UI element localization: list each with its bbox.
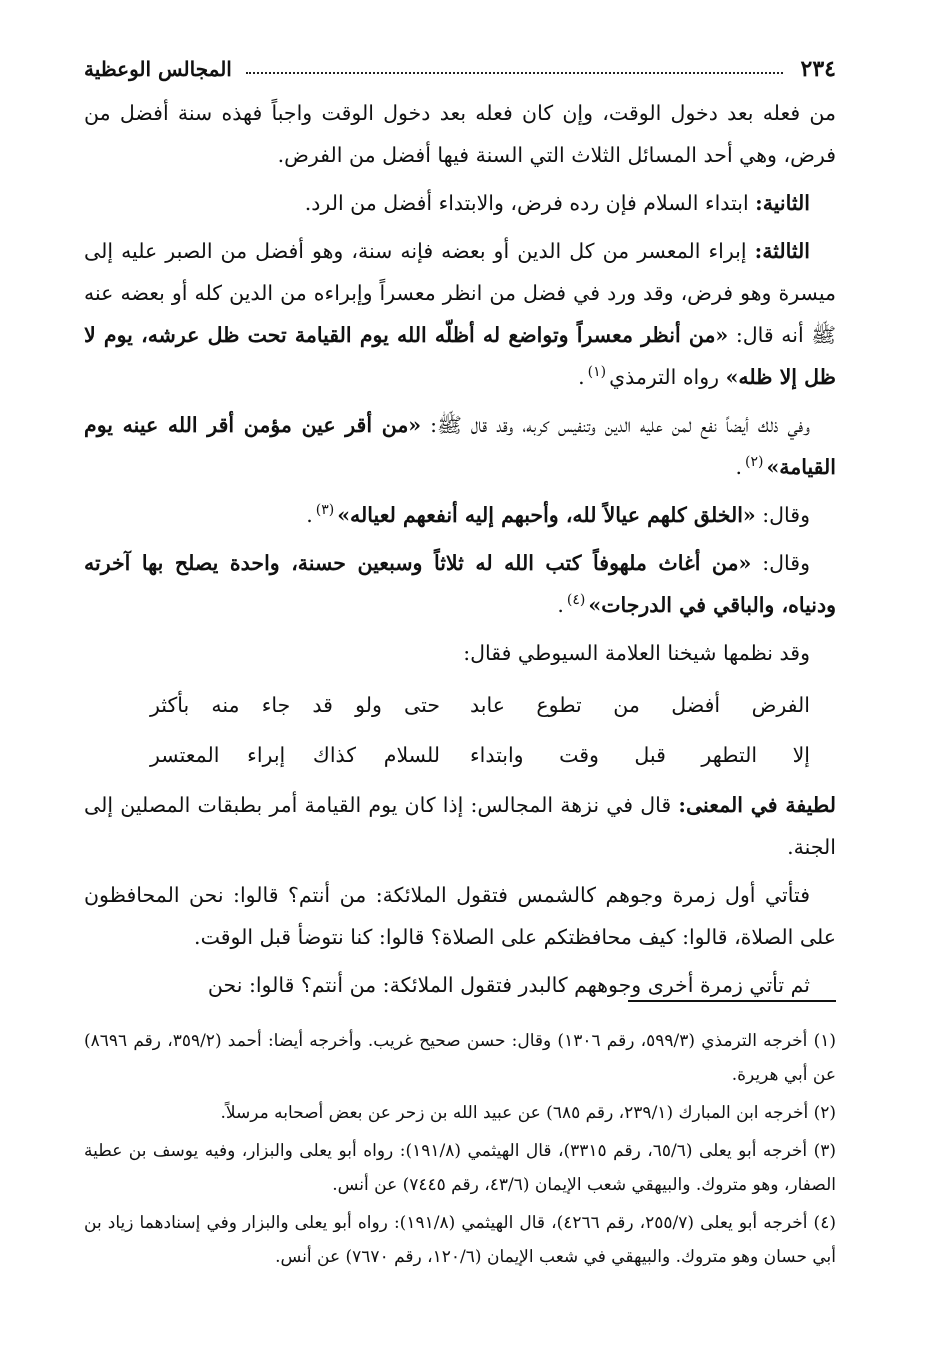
- poem-hemistich-second: حتى ولو قد جاء منه بأكثر: [150, 693, 440, 717]
- poem-line: [84, 730, 836, 780]
- poem-hemistich-first: إلا التطهر قبل وقت وابتداء: [470, 743, 810, 767]
- p5-text: وقال:: [755, 503, 810, 527]
- poem: [84, 680, 836, 780]
- third-text: إبراء المعسر من كل الدين أو بعضه فإنه سنة، وهو أفضل من الصبر عليه إلى ميسرة وهو فرض، وقد ورد في فضل من انظر معسراً وإبراءه من الدين كله أو بعضه عنه ﷺ أنه قال:: [84, 239, 836, 347]
- paragraph-1: من فعله بعد دخول الوقت، وإن كان فعله بعد دخول الوقت واجباً فهذه سنة أفضل من فرض، وهي أحد المسائل الثلاث التي السنة فيها أفضل من الفرض.: [84, 101, 836, 167]
- hadith-quote-4: «من أغاث ملهوفاً كتب الله له ثلاثاً وسبعين حسنة، واحدة يصلح بها آخرته ودنياه، والباقي في الدرجات»: [84, 551, 836, 617]
- footnotes: [84, 1024, 836, 1278]
- second-label: الثانية:: [755, 191, 810, 215]
- footnote-2: (٢) أخرجه ابن المبارك (٢٣٩/١، رقم ٦٨٥) عن عبيد الله بن زحر عن بعض أصحابه مرسلاً.: [220, 1103, 836, 1123]
- paragraph-7: وقد نظمها شيخنا العلامة السيوطي فقال:: [463, 641, 810, 665]
- main-text: [84, 92, 836, 1012]
- book-title: المجالس الوعظية: [84, 57, 232, 81]
- third-label: الثالثة:: [754, 239, 810, 263]
- header-dotted-leader: [246, 72, 783, 74]
- page-number: ٢٣٤: [800, 56, 836, 82]
- footnote-3: (٣) أخرجه أبو يعلى (٦٥/٦، رقم ٣٣١٥)، قال الهيثمي (١٩١/٨): رواه أبو يعلى والبزار، وفيه يوسف بن عطية الصفار، وهو متروك. والبيهقي شعب الإيمان (٤٣/٦، رقم ٧٤٤٥) عن أنس.: [84, 1141, 836, 1195]
- p6-text: وقال:: [751, 551, 810, 575]
- footnote-1: (١) أخرجه الترمذي (٥٩٩/٣، رقم ١٣٠٦) وقال: حسن صحيح غريب. وأخرجه أيضا: أحمد (٣٥٩/٢، رقم ٨٦٩٦) عن أبي هريرة.: [84, 1031, 836, 1085]
- paragraph-10: ثم تأتي زمرة أخرى وجوههم كالبدر فتقول الملائكة: من أنتم؟ قالوا: نحن: [207, 973, 810, 997]
- third-end: .: [578, 365, 585, 389]
- footnote-4: (٤) أخرجه أبو يعلى (٢٥٥/٧، رقم ٤٢٦٦)، قال الهيثمي (١٩١/٨): رواه أبو يعلى والبزار وفي إسنادهما زياد بن أبي حسان وهو متروك. والبيهقي في شعب الإيمان (١٢٠/٦، رقم ٧٦٧٠) عن أنس.: [84, 1213, 836, 1267]
- running-header: [84, 52, 836, 86]
- p5-end: .: [306, 503, 313, 527]
- hadith-quote-2: «من أقر عين مؤمن أقر الله عينه يوم القيامة»: [84, 413, 836, 479]
- poem-hemistich-second: للسلام كذاك إبراء المعتسر: [150, 743, 440, 767]
- footnote-ref-4: (٤): [566, 592, 586, 609]
- footnote-separator: [628, 1000, 836, 1002]
- hadith-quote-3: «الخلق كلهم عيالاً لله، وأحبهم إليه أنفعهم لعياله»: [337, 503, 756, 527]
- paragraph-5: [84, 494, 836, 536]
- paragraph-6: [84, 542, 836, 626]
- p4-text: وفي ذلك أيضاً نفع لمن عليه الدين وتنفيس كربه، وقد قال ﷺ:: [421, 413, 811, 437]
- p4-end: .: [735, 455, 742, 479]
- paragraph-9: فتأتي أول زمرة وجوهم كالشمس فتقول الملائكة: من أنتم؟ قالوا: نحن المحافظون على الصلاة، قالوا: كيف محافظتكم على الصلاة؟ قالوا: كنا نتوضأ قبل الوقت.: [84, 883, 836, 949]
- footnote-ref-1: (١): [587, 364, 607, 381]
- hadith-quote-1: «من أنظر معسراً وتواضع له أظلّه الله يوم القيامة تحت ظل عرشه، يوم لا ظل إلا ظله»: [84, 323, 836, 389]
- footnote-ref-3: (٣): [315, 502, 335, 519]
- paragraph-subtlety: [84, 784, 836, 868]
- paragraph-second: [84, 182, 836, 224]
- footnote-ref-2: (٢): [745, 454, 764, 471]
- subtlety-text: قال في نزهة المجالس: إذا كان يوم القيامة أمر بطبقات المصلين إلى الجنة.: [84, 793, 836, 859]
- paragraph-third: [84, 230, 836, 398]
- paragraph-4: [84, 404, 836, 488]
- second-text: ابتداء السلام فإن رده فرض، والابتداء أفضل من الرد.: [304, 191, 756, 215]
- p6-end: .: [557, 593, 564, 617]
- poem-line: [84, 680, 836, 730]
- third-source: رواه الترمذي: [609, 365, 726, 389]
- subtlety-label: لطيفة في المعنى:: [678, 793, 836, 817]
- poem-hemistich-first: الفرض أفضل من تطوع عابد: [470, 693, 810, 717]
